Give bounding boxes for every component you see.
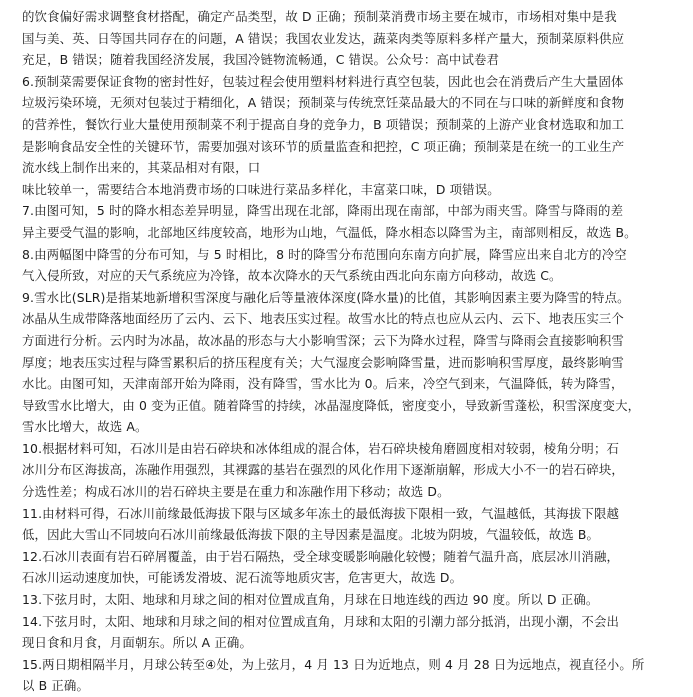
text-line: 低，因此大雪山不同坡向石冰川前缘最低海拔下限的主导因素是温度。北坡为阴坡，气温较低，故选 B。 xyxy=(22,527,600,543)
text-line: 充足，B 错误；随着我国经济发展，我国冷链物流畅通，C 错误。公众号：高中试卷君 xyxy=(22,52,500,68)
text-line: 国与美、英、日等国共同存在的问题，A 错误；我国农业发达，蔬菜肉类等原料多样产量大，预制菜原料供应 xyxy=(22,30,625,46)
text-line: 的饮食偏好需求调整食材搭配，确定产品类型，故 D 正确；预制菜消费市场主要在城市，市场相对集中是我 xyxy=(22,9,617,24)
text-line: 石冰川运动速度加快，可能诱发滑坡、泥石流等地质灾害，危害更大，故选 D。 xyxy=(22,570,463,586)
text-line: 15.两日期相隔半月，月球公转至④处，为上弦月，4 月 13 日为近地点，则 4 月 28 日为远地点，视直径小。所 xyxy=(22,656,645,672)
text-line: 冰晶从生成带降落地面经历了云内、云下、地表压实过程。故雪水比的特点也应从云内、云下、地表压实三个 xyxy=(22,311,624,327)
text-line: 异主要受气温的影响，北部地区纬度较高，地形为山地，气温低，降水相态以降雪为主，南部则相反，故选 B。 xyxy=(22,224,637,240)
text-line: 分选性差；构成石冰川的岩石碎块主要是在重力和冻融作用下移动；故选 D。 xyxy=(22,484,450,500)
text-line: 7.由图可知，5 时的降水相态差异明显，降雪出现在北部，降雨出现在南部，中部为雨夹雪。降雪与降雨的差 xyxy=(22,203,624,219)
text-line: 11.由材料可得，石冰川前缘最低海拔下限与区域多年冻土的最低海拔下限相一致，气温越低，其海拔下限越 xyxy=(22,505,620,521)
text-line: 冰川分布区海拔高，冻融作用强烈，其裸露的基岩在强烈的风化作用下逐渐崩解，形成大小不一的岩石碎块， xyxy=(22,462,624,478)
text-line: 6.预制菜需要保证食物的密封性好，包装过程会使用塑料材料进行真空包装，因此也会在消费后产生大量固体 xyxy=(22,73,624,89)
text-line: 8.由两幅图中降雪的分布可知，与 5 时相比，8 时的降雪分布范围向东南方向扩展，降雪应出来自北方的冷空 xyxy=(22,246,627,262)
text-line: 气入侵所致，对应的天气系统应为冷锋，故本次降水的天气系统由西北向东南方向移动，故选 C。 xyxy=(22,268,562,284)
text-line: 10.根据材料可知，石冰川是由岩石碎块和冰体组成的混合体，岩石碎块棱角磨圆度相对较弱，棱角分明；石 xyxy=(22,440,620,456)
text-line: 方面进行分析。云内时为冰晶，故冰晶的形态与大小影响雪深；云下为降水过程，降雪与降雨会直接影响积雪 xyxy=(22,332,624,348)
text-line: 流水线上制作出来的，其菜品相对有限，口 xyxy=(22,160,261,176)
text-line: 9.雪水比(SLR)是指某地新增积雪深度与融化后等量液体深度(降水量)的比值，其影响因素主要为降雪的特点。 xyxy=(22,289,630,305)
text-line: 的营养性，餐饮行业大量使用预制菜不利于提高自身的竞争力，B 项错误；预制菜的上游产业食材选取和加工 xyxy=(22,116,625,132)
text-line: 雪水比增大，故选 A。 xyxy=(22,419,148,435)
text-line: 垃圾污染环境，无须对包装过于精细化，A 错误；预制菜与传统烹饪菜品最大的不同在与口味的新鲜度和食物 xyxy=(22,95,625,111)
text-line: 以 B 正确。 xyxy=(22,678,89,694)
text-line: 味比较单一，需要结合本地消费市场的口味进行菜品多样化，丰富菜口味，D 项错误。 xyxy=(22,181,500,197)
text-line: 13.下弦月时，太阳、地球和月球之间的相对位置成直角，月球在日地连线的西边 90 度。所以 D 正确。 xyxy=(22,592,599,608)
text-line: 是影响食品安全性的关键环节，需要加强对该环节的质量监查和把控，C 项正确；预制菜是在统一的工业生产 xyxy=(22,138,625,154)
text-line: 水比。由图可知，天津南部开始为降雨，没有降雪，雪水比为 0。后来，冷空气到来，气温降低，转为降雪， xyxy=(22,376,624,392)
text-line: 现日食和月食，月面朝东。所以 A 正确。 xyxy=(22,635,252,651)
text-line: 12.石冰川表面有岩石碎屑覆盖，由于岩石隔热，受全球变暖影响融化较慢；随着气温升高，底层冰川消融， xyxy=(22,548,620,564)
text-line: 14.下弦月时，太阳、地球和月球之间的相对位置成直角，月球和太阳的引潮力部分抵消，出现小潮，不会出 xyxy=(22,613,620,629)
text-line: 厚度；地表压实过程与降雪累积后的挤压程度有关；大气湿度会影响降雪量，进而影响积雪厚度，最终影响雪 xyxy=(22,354,624,370)
text-line: 导致雪水比增大，由 0 变为正值。随着降雪的持续，冰晶湿度降低，密度变小，导致新雪蓬松，积雪深度变大， xyxy=(22,397,641,413)
